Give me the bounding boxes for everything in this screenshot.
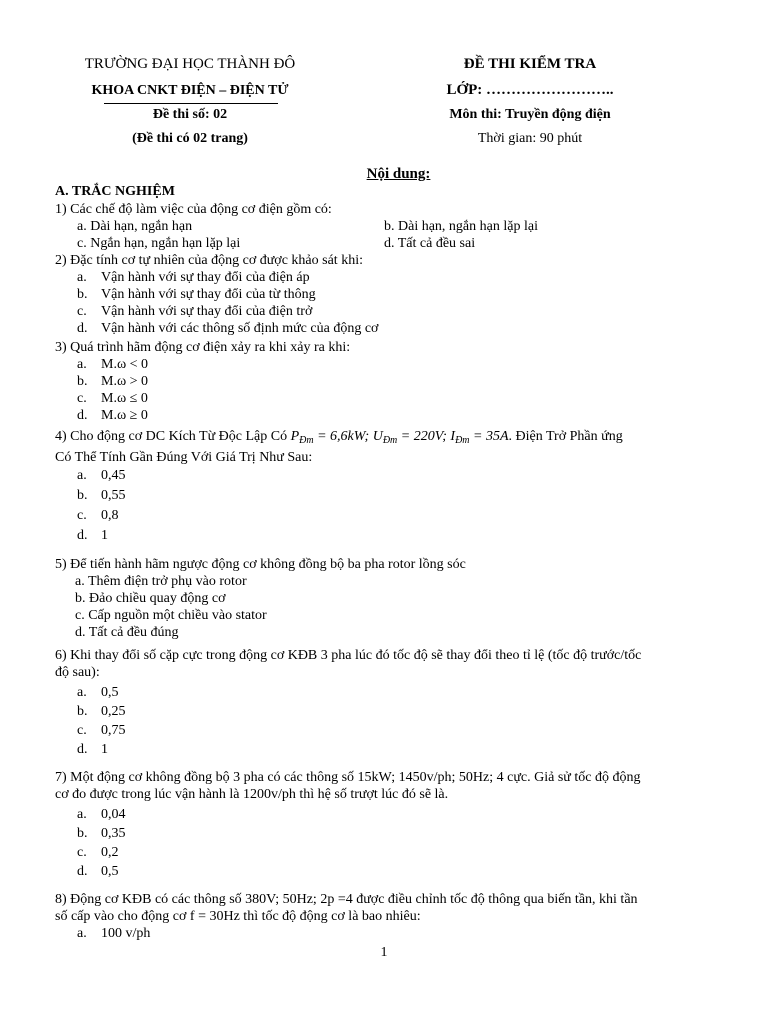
option — [77, 506, 725, 526]
question-6 — [55, 647, 725, 759]
question-text: 7) Một động cơ không đồng bộ 3 pha có các thông số 15kW; 1450v/ph; 50Hz; 4 cực. Giả sử tốc độ động — [55, 770, 641, 785]
option-label: c. — [77, 508, 87, 523]
question-4 — [55, 428, 725, 546]
power-value: = 6,6kW; — [313, 429, 373, 444]
option-text: Vận hành với sự thay đổi của từ thông — [101, 287, 316, 302]
section-a-heading: A. TRẮC NGHIỆM — [55, 184, 175, 199]
option-text: 0,55 — [101, 488, 126, 503]
option-label: b. — [77, 287, 88, 302]
option-text: 100 v/ph — [101, 926, 151, 941]
question-text-line2: cơ đo được trong lúc vận hành là 1200v/ph thì hệ số trượt lúc đó sẽ là. — [55, 787, 449, 802]
option — [77, 356, 725, 373]
option — [77, 526, 725, 546]
option: c. Ngắn hạn, ngắn hạn lặp lại — [77, 236, 241, 251]
option: b. Đảo chiều quay động cơ — [75, 591, 226, 606]
option-label: a. — [77, 926, 87, 941]
question-text: 5) Để tiến hành hãm ngược động cơ không đồng bộ ba pha rotor lồng sóc — [55, 557, 466, 572]
option-text: 0,35 — [101, 826, 126, 841]
option-label: a. — [77, 270, 87, 285]
option-text: M.ω ≥ 0 — [101, 408, 148, 423]
exam-code: Đề thi số: 02 — [152, 107, 228, 122]
subject: Môn thi: Truyền động điện — [449, 107, 611, 122]
option-label: b. — [77, 488, 88, 503]
option — [77, 269, 725, 286]
question-3 — [55, 339, 725, 424]
option-text: 0,5 — [101, 864, 119, 879]
pages-note: (Đề thi có 02 trang) — [132, 131, 248, 146]
option: a. Dài hạn, ngắn hạn — [77, 219, 193, 234]
option-text: M.ω ≤ 0 — [101, 391, 148, 406]
question-text-part: . Điện Trở Phần ứng — [508, 429, 623, 444]
question-text — [55, 428, 725, 449]
option — [77, 286, 725, 303]
option-text: Vận hành với các thông số định mức của động cơ — [101, 321, 379, 336]
question-text: 3) Quá trình hãm động cơ điện xảy ra khi xảy ra khi: — [55, 340, 351, 355]
question-2 — [55, 252, 725, 337]
option-label: a. — [77, 807, 87, 822]
option-label: c. — [77, 845, 87, 860]
option-text: 0,2 — [101, 845, 119, 860]
option: d. Tất cả đều đúng — [75, 625, 179, 640]
option-list — [55, 269, 725, 337]
duration: Thời gian: 90 phút — [477, 131, 583, 146]
option-label: b. — [77, 826, 88, 841]
faculty-name: KHOA CNKT ĐIỆN – ĐIỆN TỬ — [91, 83, 289, 98]
option-label: b. — [77, 704, 88, 719]
option — [77, 407, 725, 424]
option-list — [55, 683, 725, 759]
option: d. Tất cả đều sai — [384, 236, 476, 251]
header-underline — [104, 103, 278, 104]
question-text: 1) Các chế độ làm việc của động cơ điện gồm có: — [55, 202, 332, 217]
page-number: 1 — [380, 945, 388, 960]
option — [77, 702, 725, 721]
question-text-line2: độ sau): — [55, 665, 100, 680]
option — [77, 862, 725, 881]
current-symbol: I — [450, 429, 456, 444]
option-label: c. — [77, 304, 87, 319]
university-name: TRƯỜNG ĐẠI HỌC THÀNH ĐÔ — [84, 56, 296, 72]
voltage-symbol: U — [372, 429, 383, 444]
option — [77, 925, 725, 942]
option-label: b. — [77, 374, 88, 389]
option-list — [55, 573, 725, 641]
rated-subscript: Đm — [382, 435, 398, 446]
question-text-part: 4) Cho động cơ DC Kích Từ Độc Lập Có — [55, 429, 291, 444]
question-text-line2: số cấp vào cho động cơ f = 30Hz thì tốc độ động cơ là bao nhiêu: — [55, 909, 421, 924]
option — [77, 373, 725, 390]
option-label: c. — [77, 723, 87, 738]
option-label: a. — [77, 685, 87, 700]
option — [77, 486, 725, 506]
option-label: d. — [77, 742, 88, 757]
option — [77, 390, 725, 407]
question-5 — [55, 556, 725, 641]
option-text: 0,25 — [101, 704, 126, 719]
rated-subscript: Đm — [299, 435, 314, 446]
question-text: 8) Động cơ KĐB có các thông số 380V; 50Hz; 2p =4 được điều chỉnh tốc độ thông qua biến tần, khi tần — [55, 892, 638, 907]
option-text: 0,8 — [101, 508, 119, 523]
option-list — [55, 805, 725, 881]
option — [77, 320, 725, 337]
option-list — [55, 925, 725, 942]
option-list — [55, 218, 725, 252]
option: a. Thêm điện trở phụ vào rotor — [75, 574, 247, 589]
exam-content — [55, 166, 725, 942]
question-text-line2: Có Thể Tính Gần Đúng Với Giá Trị Như Sau: — [55, 450, 313, 465]
option — [77, 683, 725, 702]
option: c. Cấp nguồn một chiều vào stator — [75, 608, 267, 623]
option-text: 0,5 — [101, 685, 119, 700]
option-text: Vận hành với sự thay đổi của điện trở — [101, 304, 313, 319]
option-text: M.ω < 0 — [101, 357, 149, 372]
option — [77, 805, 725, 824]
option — [77, 303, 725, 320]
option-list — [55, 466, 725, 546]
question-text: 6) Khi thay đổi số cặp cực trong động cơ KĐB 3 pha lúc đó tốc độ sẽ thay đổi theo tỉ lệ (tốc độ trước/tốc — [55, 648, 642, 663]
option-label: d. — [77, 321, 88, 336]
option-text: 0,75 — [101, 723, 126, 738]
option-text: Vận hành với sự thay đổi của điện áp — [101, 270, 310, 285]
option-label: d. — [77, 864, 88, 879]
option-list — [55, 356, 725, 424]
power-symbol: P — [290, 429, 300, 444]
class-field: LỚP: …………………….. — [446, 82, 614, 98]
option — [77, 843, 725, 862]
option-text: 1 — [101, 742, 108, 757]
option-label: a. — [77, 468, 87, 483]
option — [77, 824, 725, 843]
option-label: a. — [77, 357, 87, 372]
current-value: = 35A — [469, 429, 509, 444]
question-7 — [55, 769, 725, 881]
option-text: 0,45 — [101, 468, 126, 483]
option-label: c. — [77, 391, 87, 406]
content-title: Nội dung: — [366, 166, 431, 182]
option-label: d. — [77, 408, 88, 423]
question-8 — [55, 891, 725, 942]
option — [77, 466, 725, 486]
voltage-value: = 220V; — [397, 429, 451, 444]
option-text: 1 — [101, 528, 108, 543]
option — [77, 740, 725, 759]
question-text: 2) Đặc tính cơ tự nhiên của động cơ được khảo sát khi: — [55, 253, 363, 268]
option-text: 0,04 — [101, 807, 126, 822]
option-text: M.ω > 0 — [101, 374, 149, 389]
option: b. Dài hạn, ngắn hạn lặp lại — [384, 219, 538, 234]
rated-subscript: Đm — [455, 435, 470, 446]
option-label: d. — [77, 528, 88, 543]
question-1 — [55, 201, 725, 252]
exam-type: ĐỀ THI KIỂM TRA — [463, 56, 597, 72]
option — [77, 721, 725, 740]
